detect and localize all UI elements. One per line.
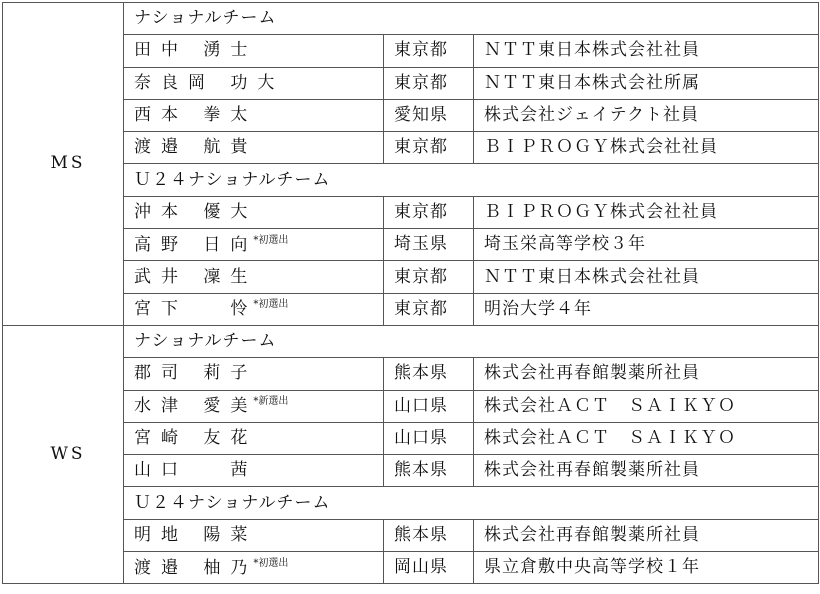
player-affiliation: ＮＴＴ東日本株式会社社員 <box>474 261 819 293</box>
player-prefecture: 山口県 <box>384 390 474 422</box>
player-row <box>3 229 819 261</box>
player-prefecture: 東京都 <box>384 35 474 67</box>
player-name <box>124 67 384 99</box>
player-prefecture: 東京都 <box>384 196 474 228</box>
player-affiliation: 明治大学４年 <box>474 293 819 325</box>
player-name-text: 高野 日向 <box>134 234 258 255</box>
team-header-row <box>3 487 819 519</box>
player-row <box>3 132 819 164</box>
team-header-row <box>3 3 819 35</box>
player-affiliation: 株式会社再春館製薬所社員 <box>474 455 819 487</box>
player-prefecture: 東京都 <box>384 261 474 293</box>
team-header-row <box>3 325 819 357</box>
team-name: Ｕ２４ナショナルチーム <box>124 487 819 519</box>
player-prefecture: 埼玉県 <box>384 229 474 261</box>
player-affiliation: 株式会社再春館製薬所社員 <box>474 519 819 551</box>
player-affiliation: 株式会社再春館製薬所社員 <box>474 358 819 390</box>
player-row <box>3 422 819 454</box>
player-name <box>124 293 384 325</box>
player-name-text: 渡邉 航貴 <box>134 137 258 158</box>
player-name <box>124 455 384 487</box>
player-row <box>3 261 819 293</box>
player-affiliation: 株式会社ジェイテクト社員 <box>474 99 819 131</box>
player-prefecture: 愛知県 <box>384 99 474 131</box>
selection-mark: *初選出 <box>253 234 289 246</box>
player-prefecture: 山口県 <box>384 422 474 454</box>
selection-mark: *初選出 <box>253 299 289 311</box>
player-name <box>124 519 384 551</box>
team-header-row <box>3 164 819 196</box>
player-affiliation: ＮＴＴ東日本株式会社社員 <box>474 35 819 67</box>
player-name <box>124 229 384 261</box>
roster-table <box>2 2 819 584</box>
player-name-text: 田中 湧士 <box>134 40 258 61</box>
player-prefecture: 熊本県 <box>384 519 474 551</box>
player-name-text: 山口 茜 <box>134 460 258 481</box>
player-row <box>3 519 819 551</box>
player-prefecture: 東京都 <box>384 293 474 325</box>
player-affiliation: 県立倉敷中央高等学校１年 <box>474 552 819 584</box>
player-row <box>3 455 819 487</box>
player-name <box>124 422 384 454</box>
player-name <box>124 196 384 228</box>
player-affiliation: ＢＩＰＲＯＧＹ株式会社社員 <box>474 132 819 164</box>
category-cell: WS <box>3 325 124 583</box>
player-row <box>3 390 819 422</box>
selection-mark: *新選出 <box>253 396 289 408</box>
player-name-text: 渡邉 柚乃 <box>134 557 258 578</box>
player-row <box>3 99 819 131</box>
player-prefecture: 熊本県 <box>384 358 474 390</box>
player-row <box>3 67 819 99</box>
player-name-text: 沖本 優大 <box>134 201 258 222</box>
category-cell: MS <box>3 3 124 326</box>
player-affiliation: 株式会社ＡＣＴ ＳＡＩＫＹＯ <box>474 422 819 454</box>
player-name-text: 水津 愛美 <box>134 396 258 417</box>
player-name <box>124 552 384 584</box>
player-affiliation: ＢＩＰＲＯＧＹ株式会社社員 <box>474 196 819 228</box>
team-name: Ｕ２４ナショナルチーム <box>124 164 819 196</box>
player-name-text: 武井 凜生 <box>134 266 258 287</box>
player-name <box>124 99 384 131</box>
player-row <box>3 358 819 390</box>
player-affiliation: 埼玉栄高等学校３年 <box>474 229 819 261</box>
player-name-text: 明地 陽菜 <box>134 524 258 545</box>
team-name: ナショナルチーム <box>124 325 819 357</box>
player-prefecture: 岡山県 <box>384 552 474 584</box>
player-name <box>124 132 384 164</box>
player-affiliation: 株式会社ＡＣＴ ＳＡＩＫＹＯ <box>474 390 819 422</box>
player-name-text: 奈良岡 功大 <box>134 72 285 93</box>
player-name-text: 宮下 怜 <box>134 299 258 320</box>
player-prefecture: 熊本県 <box>384 455 474 487</box>
player-name <box>124 390 384 422</box>
player-prefecture: 東京都 <box>384 132 474 164</box>
player-row <box>3 293 819 325</box>
player-name-text: 郡司 莉子 <box>134 363 258 384</box>
player-name <box>124 261 384 293</box>
team-name: ナショナルチーム <box>124 3 819 35</box>
player-name-text: 宮崎 友花 <box>134 428 258 448</box>
player-row <box>3 552 819 584</box>
player-prefecture: 東京都 <box>384 67 474 99</box>
selection-mark: *初選出 <box>253 557 289 569</box>
player-name-text: 西本 拳太 <box>134 105 258 126</box>
player-row <box>3 35 819 67</box>
player-name <box>124 35 384 67</box>
player-row <box>3 196 819 228</box>
player-name <box>124 358 384 390</box>
player-affiliation: ＮＴＴ東日本株式会社所属 <box>474 67 819 99</box>
